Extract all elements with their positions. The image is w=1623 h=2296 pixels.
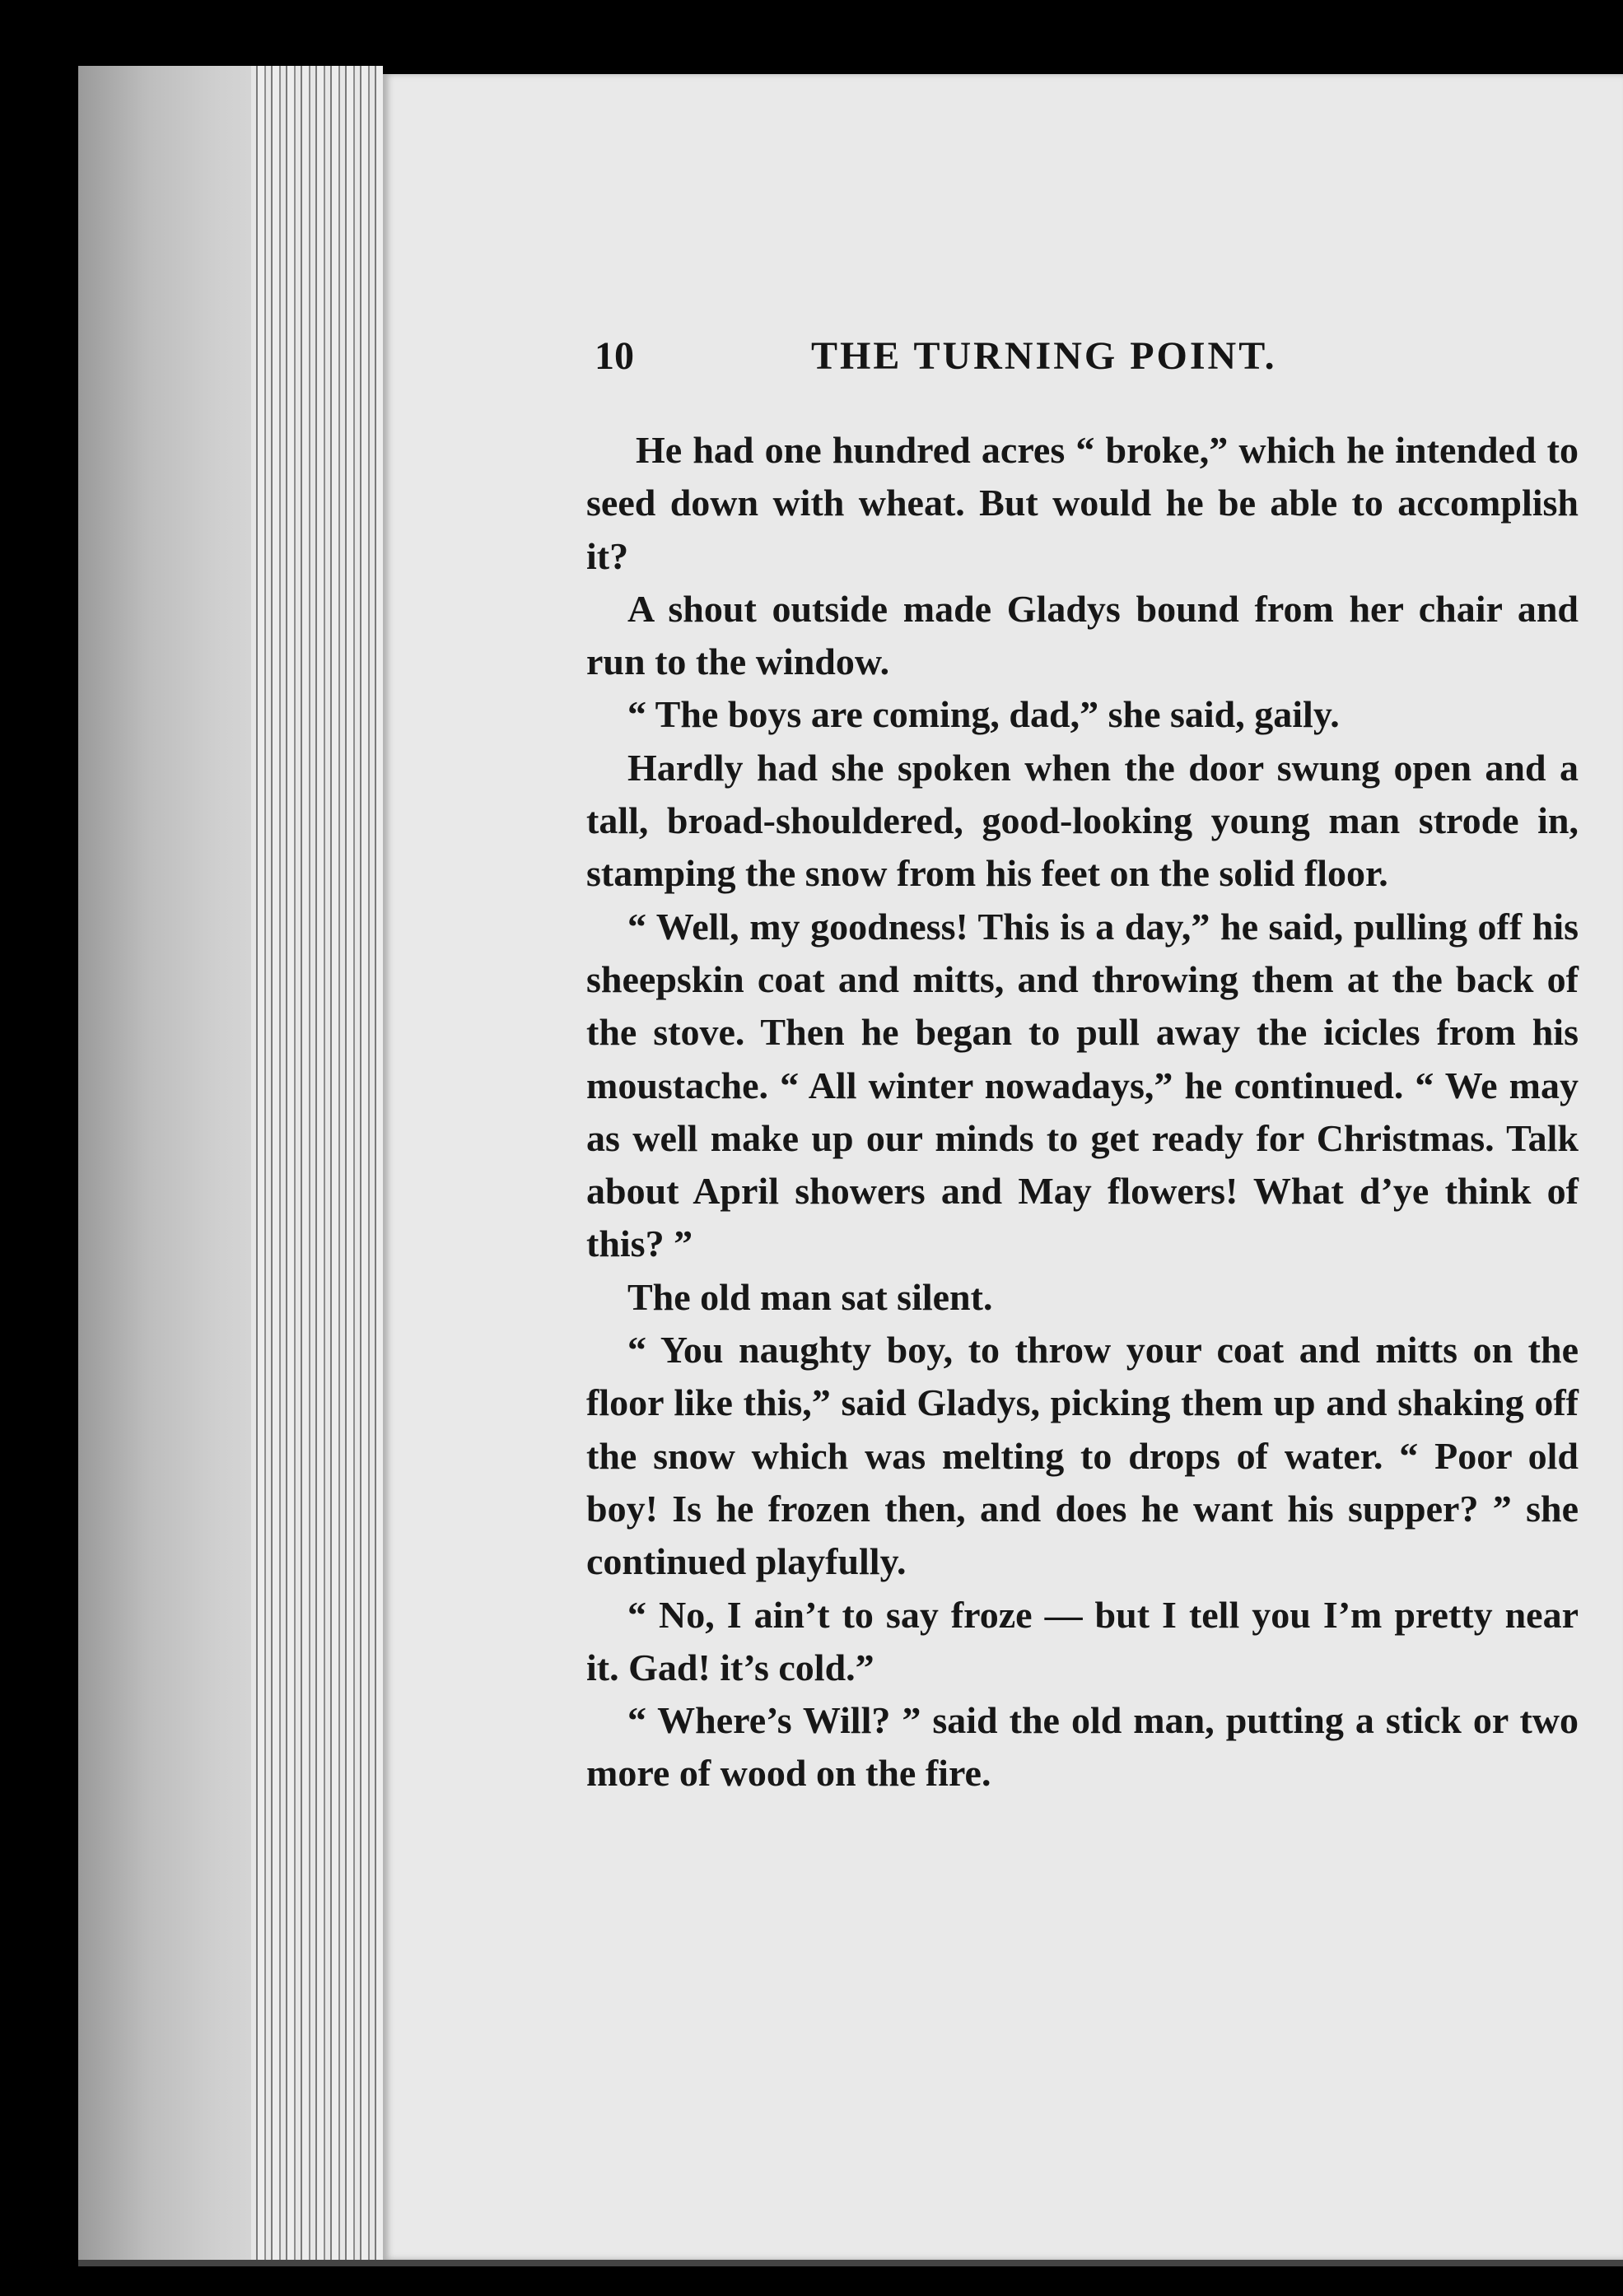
paragraph: “ The boys are coming, dad,” she said, gaily. — [627, 693, 1340, 736]
page-edges — [251, 66, 383, 2264]
paragraph: “ Well, my goodness! This is a day,” he said, pulling off his sheepskin coat and mitts, and throwing them at the back of the stove. Then he began to pull away the icicles from his moustache. “ All winter nowadays,” he continued. “ We may as well make up our minds to get ready for Christmas. Talk about April showers and May flowers! What d’ye think of this? ” — [586, 905, 1579, 1265]
book-gutter — [78, 66, 276, 2264]
running-title: THE TURNING POINT. — [811, 334, 1277, 378]
paragraph: A shout outside made Gladys bound from her chair and run to the window. — [586, 587, 1579, 683]
paragraph: “ Where’s Will? ” said the old man, putting a stick or two more of wood on the fire. — [586, 1699, 1579, 1795]
body-text — [586, 424, 1579, 1800]
paragraph: The old man sat silent. — [627, 1275, 993, 1318]
paragraph: He had one hundred acres “ broke,” which he intended to seed down with wheat. But would he be able to accomplish it? — [586, 429, 1579, 577]
paragraph: “ No, I ain’t to say froze — but I tell you I’m pretty near it. Gad! it’s cold.” — [586, 1593, 1579, 1688]
paragraph: Hardly had she spoken when the door swung open and a tall, broad-shouldered, good-looking young man strode in, stamping the snow from his feet on the solid floor. — [586, 746, 1579, 895]
page-header — [595, 333, 1418, 391]
page-number: 10 — [595, 334, 634, 378]
paragraph: “ You naughty boy, to throw your coat and mitts on the floor like this,” said Gladys, picking them up and shaking off the snow which was melting to drops of water. “ Poor old boy! Is he frozen then, and does he want his supper? ” she continued playfully. — [586, 1329, 1579, 1583]
page-bottom-edge — [78, 2260, 1623, 2266]
